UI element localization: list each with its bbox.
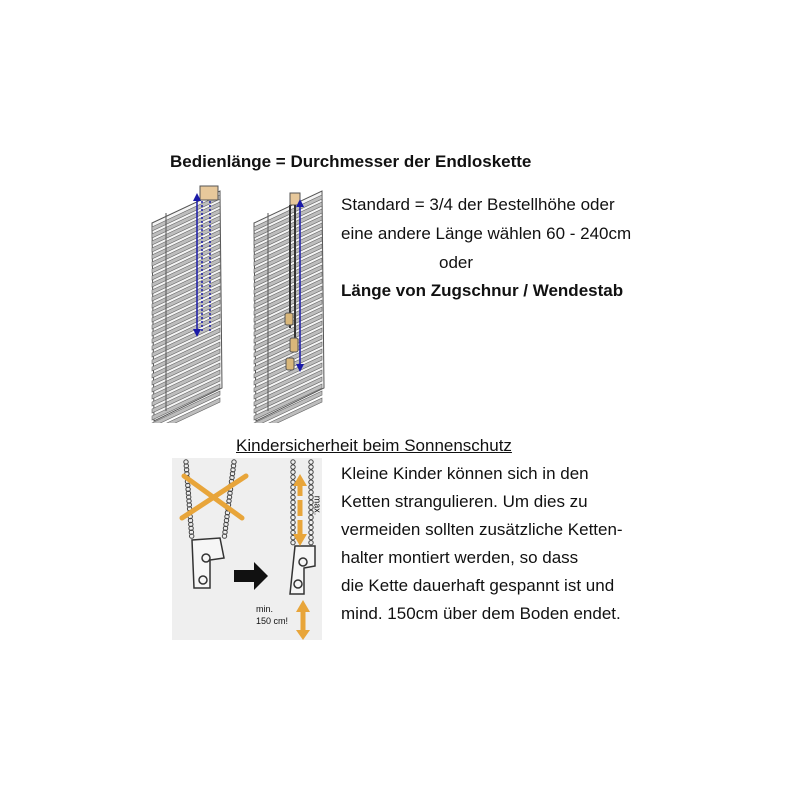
- child-safety-line-3: vermeiden sollten zusätzliche Ketten-: [341, 520, 623, 539]
- max-label: max.: [312, 495, 323, 516]
- or-text: oder: [439, 253, 474, 272]
- child-safety-line-2: Ketten strangulieren. Um dies zu: [341, 492, 588, 511]
- child-safety-line-5: die Kette dauerhaft gespannt ist und: [341, 576, 615, 595]
- min-label-2: 150 cm!: [256, 616, 289, 626]
- child-safety-line-4: halter montiert werden, so dass: [341, 548, 579, 567]
- custom-length-text: eine andere Länge wählen 60 - 240cm: [341, 224, 632, 243]
- section-heading-operating-length: Bedienlänge = Durchmesser der Endloskette: [170, 152, 532, 171]
- section-heading-child-safety: Kindersicherheit beim Sonnenschutz: [236, 436, 512, 455]
- standard-length-text: Standard = 3/4 der Bestellhöhe oder: [341, 195, 615, 214]
- blind-chain-illustration: [150, 183, 232, 423]
- cord-rod-length-text: Länge von Zugschnur / Wendestab: [341, 281, 624, 300]
- min-label-1: min.: [256, 604, 274, 614]
- child-safety-illustration: [172, 458, 322, 640]
- child-safety-line-1: Kleine Kinder können sich in den: [341, 464, 589, 483]
- child-safety-line-6: mind. 150cm über dem Boden endet.: [341, 604, 621, 623]
- blind-cord-illustration: [252, 183, 334, 423]
